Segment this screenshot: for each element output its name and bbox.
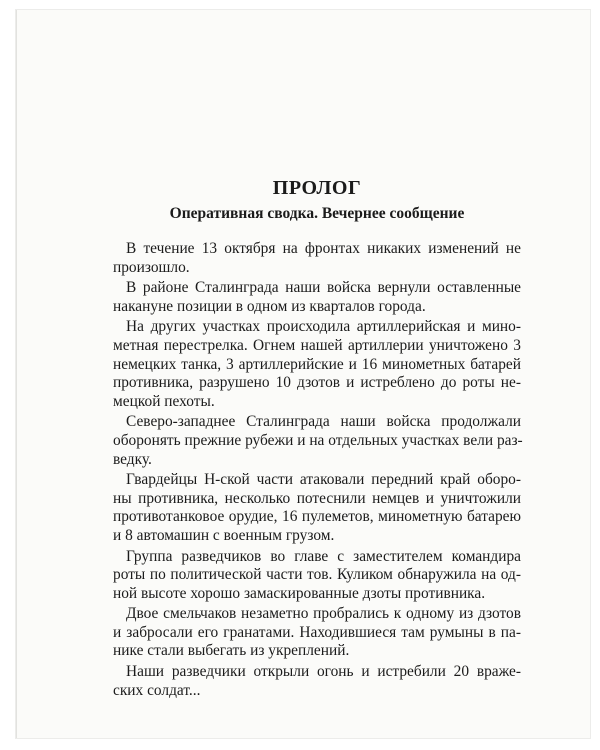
text-line: В течение 13 октября на фронтах никаких изменений не [126, 240, 521, 257]
text-line: противотанковое орудие, 16 пулеметов, минометную батарею [113, 508, 521, 526]
text-line: и 8 автомашин с военным грузом. [113, 526, 335, 544]
text-line: ведку. [113, 450, 152, 468]
text-line: На других участках происходила артиллерийская и мино- [126, 318, 521, 336]
paragraph [113, 413, 521, 469]
text-line: произошло. [113, 258, 190, 276]
text-line: метная перестрелка. Огнем нашей артиллерии уничтожено 3 [113, 336, 521, 354]
paragraph [113, 548, 521, 604]
paragraph [113, 471, 521, 545]
text-line: роты по политической части тов. Куликом обнаружила на од- [113, 566, 521, 584]
paragraph [113, 279, 521, 316]
text-line: оборонять прежние рубежи и на отдельных участках вели раз- [113, 431, 523, 449]
paragraph [113, 605, 521, 661]
text-line: противника, разрушено 10 дзотов и истреблено до роты не- [113, 374, 521, 392]
chapter-body [113, 240, 521, 700]
text-line: В районе Сталинграда наши войска вернули оставленные [126, 279, 521, 297]
text-line: Двое смельчаков незаметно пробрались к одному из дзотов [126, 605, 521, 623]
text-line: Северо-западнее Сталинграда наши войска продолжали [126, 413, 521, 431]
chapter-title: ПРОЛОГ [272, 177, 362, 199]
paragraph [113, 318, 521, 411]
text-line: Гвардейцы Н-ской части атаковали передний край оборо- [126, 471, 521, 489]
page-edge [16, 10, 17, 738]
paragraph [113, 240, 521, 277]
page-content [113, 176, 521, 702]
paragraph [113, 663, 521, 700]
text-line: и забросали его гранатами. Находившиеся там румыны в па- [113, 623, 521, 641]
chapter-subtitle: Оперативная сводка. Вечернее сообщение [169, 205, 465, 222]
text-line: ских солдат... [113, 681, 201, 699]
text-line: ной высоте хорошо замаскированные дзоты противника. [113, 584, 486, 602]
text-line: нике стали выбегать из укреплений. [113, 642, 350, 660]
text-line: Группа разведчиков во главе с заместителем командира [126, 547, 521, 565]
text-line: накануне позиции в одном из кварталов города. [113, 297, 426, 315]
text-line: Наши разведчики открыли огонь и истребили 20 враже- [126, 663, 521, 681]
text-line: ны противника, несколько потеснили немцев и уничтожили [113, 489, 521, 507]
text-line: немецких танка, 3 артиллерийские и 16 минометных батарей [113, 355, 521, 373]
text-line: мецкой пехоты. [113, 392, 215, 410]
